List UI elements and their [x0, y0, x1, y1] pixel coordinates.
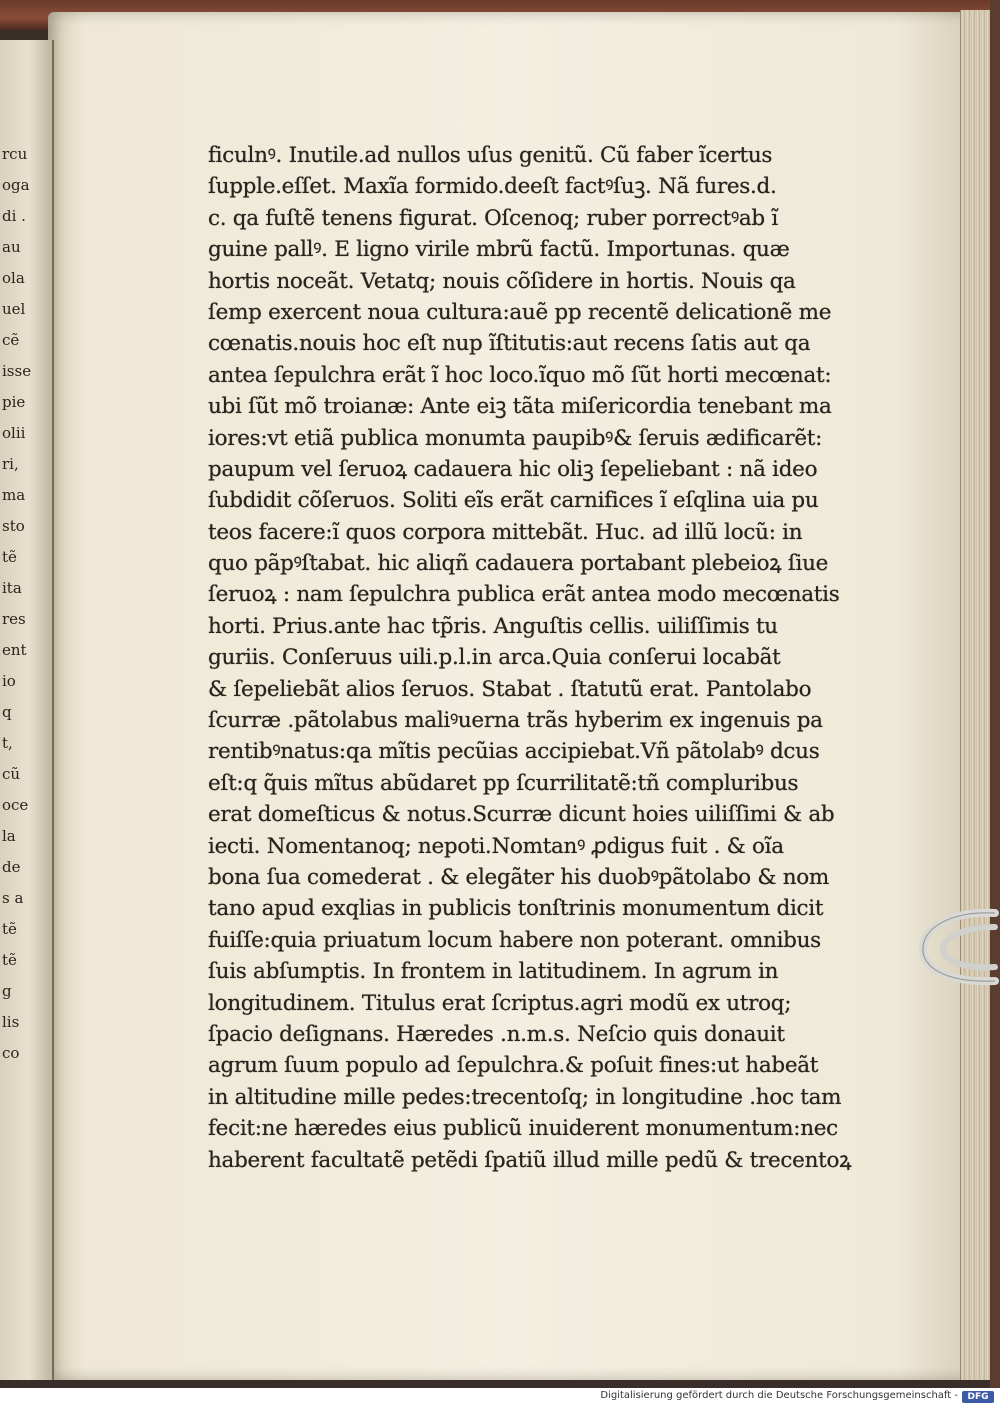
text-line: fecit:ne hæredes eius publicũ inuiderent monumentum:nec — [208, 1116, 838, 1142]
text-line: iecti. Nomentanoq; nepoti.Nomtanꝰ ꝓdigus fuit . & oĩa — [208, 833, 784, 859]
text-line: antea ſepulchra erãt ĩ hoc loco.ĩquo mõ ſũt horti mecœnat: — [208, 362, 832, 388]
text-line: hortis noceãt. Vetatq; nouis cõſidere in hortis. Nouis qa — [208, 268, 796, 294]
dfg-logo: DFG — [962, 1391, 994, 1403]
margin-fragment: di . — [2, 207, 26, 225]
text-line: longitudinem. Titulus erat ſcriptus.agri modũ ex utroq; — [208, 990, 792, 1016]
text-line: & ſepeliebãt alios ſeruos. Stabat . ſtatutũ erat. Pantolabo — [208, 676, 812, 702]
margin-fragment: olii — [2, 424, 26, 442]
text-line: ſupple.eſſet. Maxĩa formido.deeſt factꝰſuꝫ. Nã fures.d. — [208, 174, 777, 200]
text-line: bona ſua comederat . & elegãter his duobꝰpãtolabo & nom — [208, 864, 830, 890]
margin-fragment: s a — [2, 889, 24, 907]
margin-fragment: isse — [2, 362, 32, 380]
margin-fragment: io — [2, 672, 16, 690]
text-line: haberent facultatẽ petẽdi ſpatiũ illud mille pedũ & trecentoꝝ — [208, 1147, 852, 1173]
text-line: c. qa fuſtẽ tenens figurat. Oſcenoq; ruber porrectꝰab ĩ — [208, 205, 778, 231]
text-line: fuiſſe:quia priuatum locum habere non poterant. omnibus — [208, 927, 821, 953]
text-line: paupum vel ſeruoꝝ cadauera hic oliꝫ ſepeliebant : nã ideo — [208, 456, 818, 482]
recto-page — [48, 12, 970, 1380]
margin-fragment: tẽ — [2, 548, 17, 566]
margin-fragment: res — [2, 610, 26, 628]
text-line: ubi ſũt mõ troianæ: Ante eiꝫ tãta miſericordia tenebant ma — [208, 394, 832, 420]
text-line: guine pallꝰ. E ligno virile mbrũ factũ. Importunas. quæ — [208, 237, 790, 263]
text-line: ficulnꝰ. Inutile.ad nullos uſus genitũ. Cũ faber ĩcertus — [208, 143, 773, 168]
text-line: erat domeſticus & notus.Scurræ dicunt hoies uiliſſimi & ab — [208, 802, 835, 828]
margin-fragment: t, — [2, 734, 13, 752]
margin-fragment: ola — [2, 269, 25, 287]
text-line: ſubdidit cõſeruos. Soliti eĩs erãt carnifices ĩ eſqlina uia pu — [208, 488, 819, 514]
margin-fragment: ent — [2, 641, 27, 659]
margin-fragment: g — [2, 982, 12, 1000]
margin-fragment: lis — [2, 1013, 20, 1031]
text-line: eſt:q q̃uis mĩtus abũdaret pp ſcurrilitatẽ:tñ compluribus — [208, 770, 799, 796]
text-line: horti. Prius.ante hac tp̃ris. Anguſtis cellis. uiliſſimis tu — [208, 613, 778, 639]
margin-fragment: pie — [2, 393, 26, 411]
margin-fragment: de — [2, 858, 21, 876]
text-line: agrum ſuum populo ad ſepulchra.& poſuit fines:ut habeãt — [208, 1053, 819, 1079]
text-line: ſcurræ .pãtolabus maliꝰuerna trãs hyberim ex ingenuis pa — [208, 708, 823, 734]
text-line: rentibꝰnatus:qa mĩtis pecũias accipiebat.Vñ pãtolabꝰ dcus — [208, 739, 820, 765]
margin-fragment: la — [2, 827, 16, 845]
verso-page-edge — [0, 40, 54, 1380]
margin-fragment: ri, — [2, 455, 19, 473]
margin-fragment: au — [2, 238, 21, 256]
footer-bar — [0, 1388, 1000, 1407]
margin-fragment: cẽ — [2, 331, 20, 349]
text-line: ſpacio deſignans. Hæredes .n.m.s. Neſcio quis donauit — [208, 1021, 785, 1047]
text-line: ſuis abſumptis. In frontem in latitudinem. In agrum in — [208, 959, 779, 985]
margin-fragment: uel — [2, 300, 26, 318]
margin-fragment: oce — [2, 796, 29, 814]
margin-fragment: cũ — [2, 765, 21, 783]
text-line: teos facere:ĩ quos corpora mittebãt. Huc. ad illũ locũ: in — [208, 519, 803, 545]
text-line: in altitudine mille pedes:trecentoſq; in longitudine .hoc tam — [208, 1084, 842, 1110]
text-line: ſemp exercent noua cultura:auẽ pp recentẽ delicationẽ me — [208, 299, 832, 325]
margin-fragment: oga — [2, 176, 30, 194]
text-line: tano apud exqlias in publicis tonſtrinis monumentum dicit — [208, 896, 824, 922]
margin-fragment: tẽ — [2, 920, 17, 938]
margin-fragment: q — [2, 703, 12, 721]
margin-fragment: co — [2, 1044, 20, 1062]
printed-text-block — [208, 140, 852, 1176]
text-line: guriis. Conſeruus uili.p.l.in arca.Quia conſerui locabãt — [208, 645, 781, 671]
text-line: iores:vt etiã publica monumta paupibꝰ& ſeruis ædificarẽt: — [208, 425, 823, 451]
margin-fragment: ma — [2, 486, 26, 504]
margin-fragment: tẽ — [2, 951, 17, 969]
text-line: cœnatis.nouis hoc eſt nup ĩſtitutis:aut recens ſatis aut qa — [208, 331, 811, 357]
paper-clip-icon — [915, 905, 1000, 990]
cover-edge — [990, 0, 1000, 1388]
margin-fragment: rcu — [2, 145, 28, 163]
footer-credit: Digitalisierung gefördert durch die Deutsche Forschungsgemeinschaft - — [600, 1390, 958, 1401]
margin-fragment: ita — [2, 579, 22, 597]
text-line: ſeruoꝝ : nam ſepulchra publica erãt antea modo mecœnatis — [208, 582, 840, 608]
margin-fragment: sto — [2, 517, 25, 535]
text-line: quo pãpꝰſtabat. hic aliqñ cadauera portabant plebeioꝝ ſiue — [208, 551, 829, 577]
